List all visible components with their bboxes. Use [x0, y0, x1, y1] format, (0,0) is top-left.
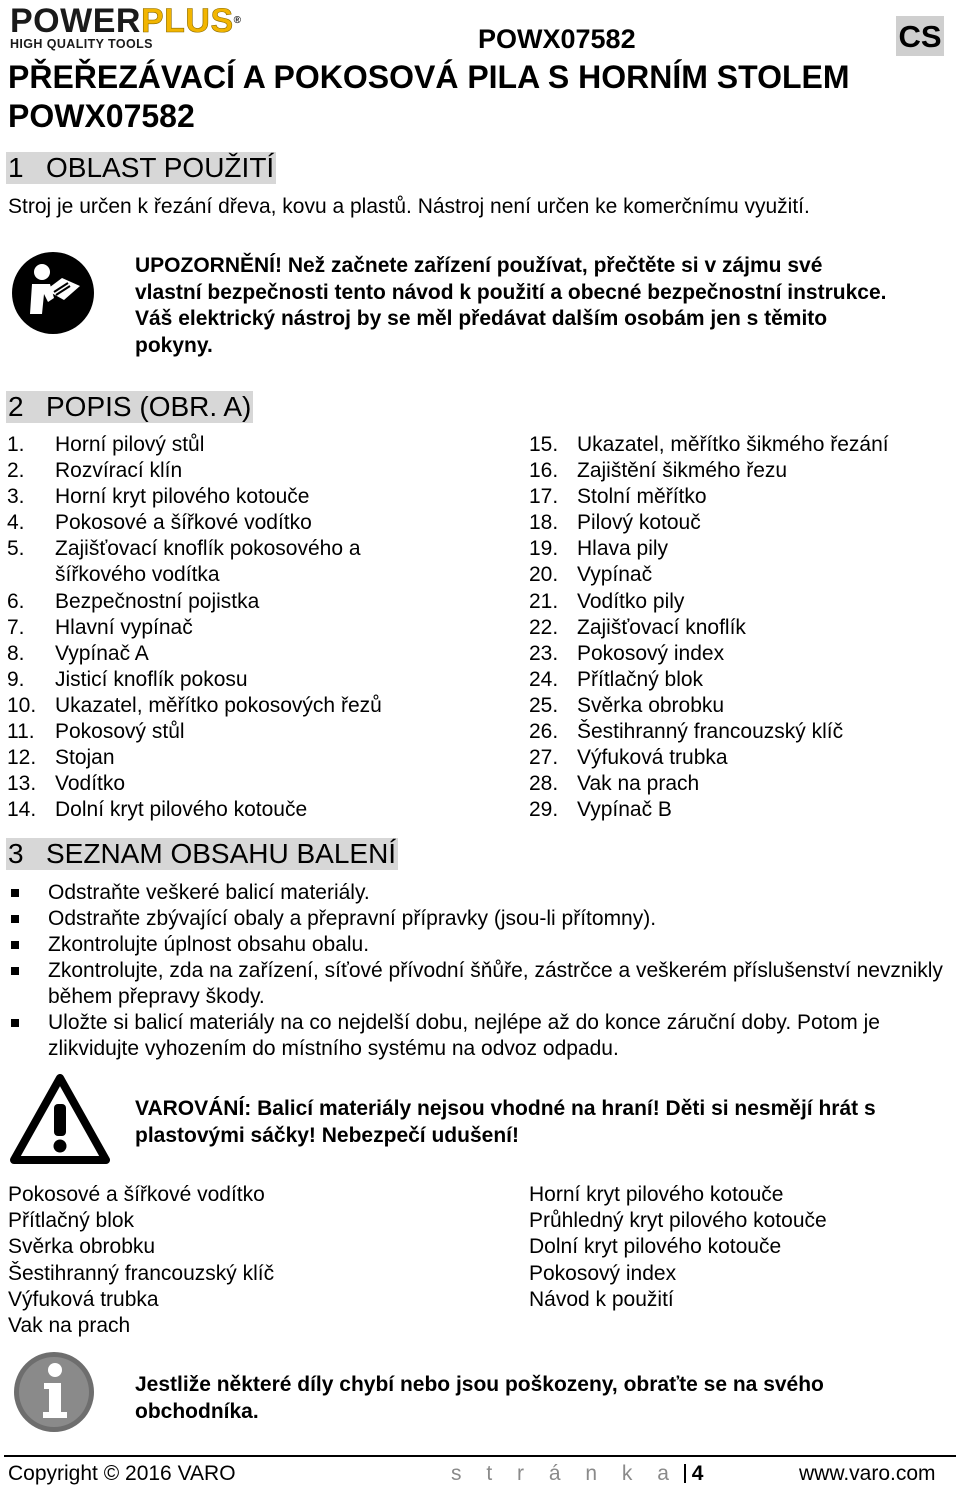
list-item: Výfuková trubka	[8, 1287, 159, 1311]
footer-page-indicator	[451, 1461, 703, 1487]
list-item: Uložte si balicí materiály na co nejdelší dobu, nejlépe až do konce záruční doby. Potom je zlikvidujte vyhozením do místního systému na odvoz odpadu.	[8, 1010, 948, 1062]
list-item: 26. Šestihranný francouzský klíč	[529, 720, 844, 744]
list-item: 6. Bezpečnostní pojistka	[7, 589, 260, 613]
list-item: Pokosový index	[529, 1261, 677, 1285]
list-item: šířkového vodítka	[55, 563, 220, 587]
document-title	[8, 58, 948, 136]
footer-divider	[4, 1455, 956, 1457]
package-contents-left	[8, 1182, 274, 1339]
warning-line: pokyny.	[135, 333, 213, 357]
warning-line: Váš elektrický nástroj by se měl předávat dalším osobám jen s těmito	[135, 307, 828, 330]
list-item: 20. Vypínač	[529, 563, 653, 587]
bullet-icon	[11, 941, 19, 949]
list-item: 16. Zajištění šikmého řezu	[529, 459, 788, 483]
list-item: 27. Výfuková trubka	[529, 746, 728, 770]
list-item: Odstraňte zbývající obaly a přepravní přípravky (jsou-li přítomny).	[8, 906, 948, 932]
list-item: 19. Hlava pily	[529, 537, 669, 561]
brand-name-accent: PLUS	[140, 2, 234, 40]
list-item: 17. Stolní měřítko	[529, 485, 707, 509]
section-number: 1	[8, 152, 24, 183]
warning-line: VAROVÁNÍ: Balicí materiály nejsou vhodné na hraní! Děti si nesmějí hrát s	[135, 1097, 876, 1120]
page-label: s t r á n k a	[451, 1462, 679, 1485]
brand-name: POWER	[10, 2, 141, 40]
brand-logo	[10, 2, 280, 51]
page-number: 4	[691, 1462, 704, 1485]
list-item: 25. Svěrka obrobku	[529, 693, 725, 717]
list-item: 29. Vypínač B	[529, 798, 672, 822]
warning-line: vlastní bezpečnosti tento návod k použití a obecné bezpečnostní instrukce.	[135, 280, 887, 304]
list-item: 8. Vypínač A	[7, 641, 149, 665]
section-title: POPIS (OBR. A)	[46, 391, 252, 422]
list-item: 28. Vak na prach	[529, 772, 700, 796]
info-icon	[12, 1350, 96, 1434]
parts-list-right	[529, 432, 949, 823]
list-item: 11. Pokosový stůl	[7, 720, 185, 744]
usage-text: Stroj je určen k řezání dřeva, kovu a plastů. Nástroj není určen ke komerčnímu využití.	[8, 195, 810, 218]
list-item: 13. Vodítko	[7, 772, 126, 796]
section-3-heading	[6, 838, 398, 870]
parts-list-left	[7, 432, 487, 823]
list-item: 18. Pilový kotouč	[529, 511, 701, 535]
list-item: Vak na prach	[8, 1314, 131, 1338]
bullet-icon	[11, 915, 19, 923]
section-2-heading	[6, 391, 253, 423]
list-item: 23. Pokosový index	[529, 641, 725, 665]
warning-line: UPOZORNĚNÍ! Než začnete zařízení používat, přečtěte si v zájmu své	[135, 254, 823, 277]
missing-parts-note	[135, 1372, 945, 1425]
section-1-heading	[6, 152, 276, 184]
list-item: Přítlačný blok	[8, 1209, 135, 1233]
list-item: 4. Pokosové a šířkové vodítko	[7, 511, 312, 535]
registered-mark: ®	[233, 15, 242, 26]
title-line-1: PŘEŘEZÁVACÍ A POKOSOVÁ PILA S HORNÍM STOLEM	[8, 59, 850, 95]
footer-copyright: Copyright © 2016 VARO	[8, 1462, 236, 1485]
list-item: 21. Vodítko pily	[529, 589, 685, 613]
page-separator	[684, 1464, 686, 1483]
info-line: obchodníka.	[135, 1399, 259, 1423]
language-badge: CS	[896, 16, 944, 56]
list-item: 24. Přítlačný blok	[529, 667, 704, 691]
list-item: Šestihranný francouzský klíč	[8, 1261, 275, 1285]
packaging-warning	[135, 1096, 950, 1149]
list-item: Dolní kryt pilového kotouče	[529, 1235, 782, 1259]
warning-triangle-icon	[10, 1074, 110, 1164]
list-item: 3. Horní kryt pilového kotouče	[7, 485, 310, 509]
read-manual-icon	[10, 250, 96, 336]
packaging-bullet-list	[8, 880, 948, 1062]
section-title: OBLAST POUŽITÍ	[46, 152, 275, 183]
list-item: Zkontrolujte, zda na zařízení, síťové přívodní šňůře, zástrčce a veškerém příslušenství nevznikly během přepravy škody.	[8, 958, 948, 1010]
list-item: Pokosové a šířkové vodítko	[8, 1183, 265, 1206]
warning-line: plastovými sáčky! Nebezpečí udušení!	[135, 1123, 519, 1147]
brand-tagline: HIGH QUALITY TOOLS	[10, 37, 153, 51]
list-item: Průhledný kryt pilového kotouče	[529, 1209, 827, 1233]
bullet-icon	[11, 889, 19, 897]
list-item: Svěrka obrobku	[8, 1235, 156, 1259]
list-item: 22. Zajišťovací knoflík	[529, 615, 746, 639]
bullet-icon	[11, 967, 19, 975]
list-item: Horní kryt pilového kotouče	[529, 1183, 784, 1206]
footer-website[interactable]: www.varo.com	[799, 1462, 936, 1485]
section-number: 2	[8, 391, 24, 422]
header-model-code: POWX07582	[478, 24, 636, 54]
list-item: Zkontrolujte úplnost obsahu obalu.	[8, 932, 948, 958]
package-contents-right	[529, 1182, 827, 1313]
title-line-2: POWX07582	[8, 98, 195, 134]
list-item: 14. Dolní kryt pilového kotouče	[7, 798, 308, 822]
list-item: 9. Jisticí knoflík pokosu	[7, 667, 248, 691]
bullet-icon	[11, 1019, 19, 1027]
info-line: Jestliže některé díly chybí nebo jsou poškozeny, obraťte se na svého	[135, 1373, 824, 1396]
list-item: 15. Ukazatel, měřítko šikmého řezání	[529, 433, 889, 456]
list-item: 2. Rozvírací klín	[7, 459, 183, 483]
list-item: Odstraňte veškeré balicí materiály.	[8, 880, 948, 906]
section-number: 3	[8, 838, 24, 869]
list-item: 5. Zajišťovací knoflík pokosového a	[7, 537, 361, 561]
list-item: 1. Horní pilový stůl	[7, 433, 205, 456]
usage-warning	[135, 253, 945, 359]
list-item: Návod k použití	[529, 1287, 674, 1311]
list-item: 10. Ukazatel, měřítko pokosových řezů	[7, 693, 382, 717]
list-item: 7. Hlavní vypínač	[7, 615, 193, 639]
list-item: 12. Stojan	[7, 746, 115, 770]
section-title: SEZNAM OBSAHU BALENÍ	[46, 838, 397, 869]
